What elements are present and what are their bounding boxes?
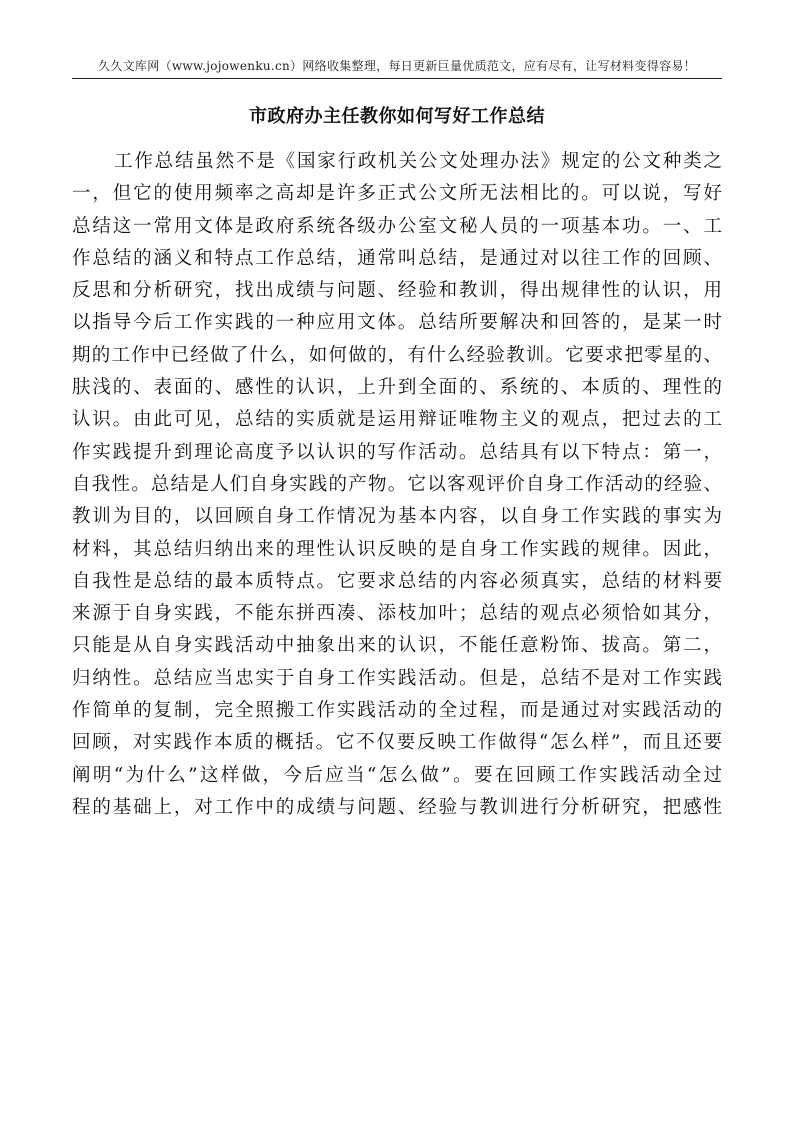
page-header [72, 56, 722, 79]
document-title: 市政府办主任教你如何写好工作总结 [249, 106, 545, 127]
body-line: 回顾，对实践作本质的概括。它不仅要反映工作做得“怎么样”，而且还要 [72, 732, 722, 754]
body-line: 期的工作中已经做了什么，如何做的，有什么经验教训。它要求把零星的、 [72, 344, 722, 366]
body-line: 只能是从自身实践活动中抽象出来的认识，不能任意粉饰、拔高。第二， [72, 635, 722, 657]
document-body [72, 146, 722, 824]
body-line: 程的基础上，对工作中的成绩与问题、经验与教训进行分析研究，把感性 [72, 796, 722, 818]
body-line: 作总结的涵义和特点工作总结，通常叫总结，是通过对以往工作的回顾、 [72, 247, 722, 269]
body-line: 作简单的复制，完全照搬工作实践活动的全过程，而是通过对实践活动的 [72, 700, 722, 722]
body-line: 肤浅的、表面的、感性的认识，上升到全面的、系统的、本质的、理性的 [72, 377, 722, 399]
body-line: 自我性。总结是人们自身实践的产物。它以客观评价自身工作活动的经验、 [72, 473, 722, 495]
body-line: 教训为目的，以回顾自身工作情况为基本内容，以自身工作实践的事实为 [72, 506, 722, 528]
body-line: 来源于自身实践，不能东拼西凑、添枝加叶；总结的观点必须恰如其分， [72, 603, 722, 625]
body-line: 认识。由此可见，总结的实质就是运用辩证唯物主义的观点，把过去的工 [72, 409, 722, 431]
body-line: 工作总结虽然不是《国家行政机关公文处理办法》规定的公文种类之 [114, 151, 722, 172]
body-line: 材料，其总结归纳出来的理性认识反映的是自身工作实践的规律。因此， [72, 538, 722, 560]
header-text: 久久文库网（www.jojowenku.cn）网络收集整理，每日更新巨量优质范文，应有尽有，让写材料变得容易！ [98, 59, 696, 73]
body-line: 阐明“为什么”这样做，今后应当“怎么做”。要在回顾工作实践活动全过 [72, 764, 722, 786]
body-line: 总结这一常用文体是政府系统各级办公室文秘人员的一项基本功。一、工 [72, 215, 722, 237]
body-line: 归纳性。总结应当忠实于自身工作实践活动。但是，总结不是对工作实践 [72, 667, 722, 689]
body-line: 反思和分析研究，找出成绩与问题、经验和教训，得出规律性的认识，用 [72, 280, 722, 302]
body-line: 一，但它的使用频率之高却是许多正式公文所无法相比的。可以说，写好 [72, 183, 722, 205]
body-line: 作实践提升到理论高度予以认识的写作活动。总结具有以下特点：第一， [72, 441, 722, 463]
body-line: 自我性是总结的最本质特点。它要求总结的内容必须真实，总结的材料要 [72, 570, 722, 592]
body-line: 以指导今后工作实践的一种应用文体。总结所要解决和回答的，是某一时 [72, 312, 722, 334]
